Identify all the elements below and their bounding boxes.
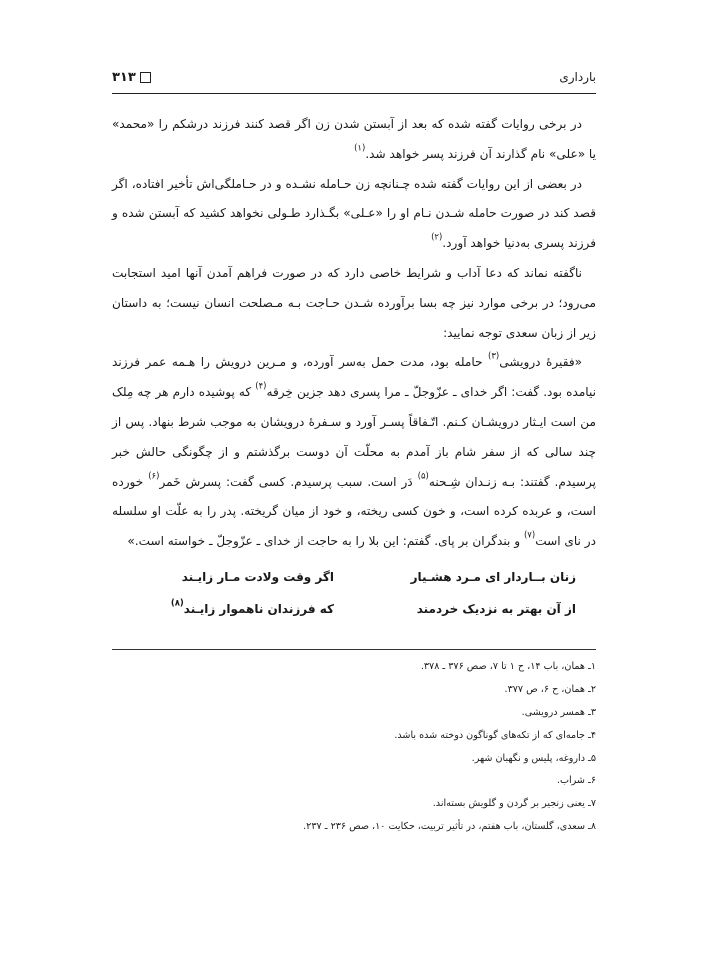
poem-hemistich-text: که فرزندان ناهموار زایـند <box>183 601 334 616</box>
footnote-ref-3: (۳) <box>488 351 500 362</box>
paragraph-2 <box>112 170 596 259</box>
paragraph-4 <box>112 348 596 557</box>
poem-verse <box>132 561 576 625</box>
footnote-ref-6: (۶) <box>148 470 160 481</box>
footnote-item: ۱ـ همان، باب ۱۴، ح ۱ تا ۷، صص ۳۷۶ ـ ۳۷۸. <box>420 660 596 672</box>
footnote-ref-5: (۵) <box>417 470 429 481</box>
footnote-ref-7: (۷) <box>523 530 536 541</box>
page-number-value: ۳۱۳ <box>112 70 136 85</box>
paragraph-text: در برخی روایات گفته شده که بعد از آبستن شدن زن اگر قصد کنند فرزند درشکم را «محمد» یا «علی» نام گذارند آن فرزند پسر خواهد شد. <box>112 117 596 161</box>
footnote-item: ۷ـ یعنی زنجیر بر گردن و گلویش بسته‌اند. <box>432 798 596 810</box>
footnote-item: ۲ـ همان، ح ۶، ص ۳۷۷. <box>504 683 596 695</box>
paragraph-text: در بعضی از این روایات گفته شده چـنانچه زن حـامله نشـده و در حـاملگی‌اش تأخیر افتاده، اگر قصد کند در صورت حامله شـدن نـام او را «عـلی» بگـذارد طـولی نخواهد کشید که آبستن شده و فرزند پسری به‌دنیا خواهد آورد. <box>112 176 596 251</box>
paragraph-text: ناگفته نماند که دعا آداب و شرایط خاصی دارد که در صورت فراهم آمدن آنها امید استجابت می‌رود؛ در برخی موارد نیز چه بسا برآورده شـدن حـاجت بـه مـصلحت انسان نیست؛ به داستان زیر از زبان سعدی توجه نمایید: <box>112 265 596 340</box>
footnote-item: ۸ـ سعدی، گلستان، باب هفتم، در تأثیر تربیت، حکایت ۱۰، صص ۲۳۶ ـ ۲۳۷. <box>303 821 596 833</box>
paragraph-text: «فقیرهٔ درویشی <box>499 355 582 370</box>
poem-hemistich: زنان بــاردار ای مـرد هشـیار <box>410 569 576 584</box>
poem-hemistich: از آن بهتر به نزدیک خردمند <box>416 601 576 616</box>
paragraph-text: حامله بود، مدت حمل به‌سر آورده، و مـرین درویش را هـمه عمر فرزند نیامده بود. گفت: اگر خدای ـ عزّوجلّ ـ مرا پسری دهد جزین خِرقه <box>112 355 597 400</box>
paragraph-3 <box>112 259 596 348</box>
footnote-ref-8: (۸) <box>170 598 184 609</box>
book-page <box>112 70 596 839</box>
footnote-item: ۶ـ شراب. <box>556 775 596 787</box>
square-ornament-icon <box>140 72 151 83</box>
body-text <box>112 110 596 557</box>
paragraph-text: خورده است، و عربده کرده است، و خون کسی ریخته، و خود از میان گریخته. پدر را به علّت او سلسله در نای است <box>112 474 596 549</box>
paragraph-text: و بندگران بر پای. گفتم: این بلا را به حاجت از خدای ـ عزّوجلّ ـ خواسته است.» <box>127 534 524 549</box>
footnotes <box>112 649 596 839</box>
footnote-ref-1: (۱) <box>354 143 366 154</box>
poem-hemistich-with-ref <box>132 593 334 625</box>
footnote-item: ۵ـ داروغه، پلیس و نگهبان شهر. <box>471 752 596 764</box>
footnote-item: ۴ـ جامه‌ای که از تکه‌های گوناگون دوخته شده باشد. <box>394 729 596 741</box>
page-number <box>112 70 151 85</box>
footnote-ref-4: (۴) <box>255 381 267 392</box>
paragraph-text: دَر است. سبب پرسیدم. کسی گفت: پسرش خَمر <box>159 474 418 489</box>
footnote-item: ۳ـ همسر درویشی. <box>521 706 596 718</box>
paragraph-text: که پوشیده دارم هر چه مِلک من است ایـثار درویشـان کـنم. اتّـفاقاً پسـر آورد و سـفرهٔ درویشان به موجب شرط بنهاد. پس از چند سالی که از سفر شام باز آمدم به محلّت آن دوست برگذشتم و از چگونگی حالش خبر پرسیدم. گفتند: بـه زنـدان شِـحنه <box>112 385 596 489</box>
paragraph-1 <box>112 110 596 170</box>
chapter-title: بارداری <box>559 70 596 84</box>
running-header <box>112 70 596 94</box>
poem-hemistich: اگر وقت ولادت مـار زایـند <box>181 569 334 584</box>
footnote-ref-2: (۲) <box>431 232 443 243</box>
